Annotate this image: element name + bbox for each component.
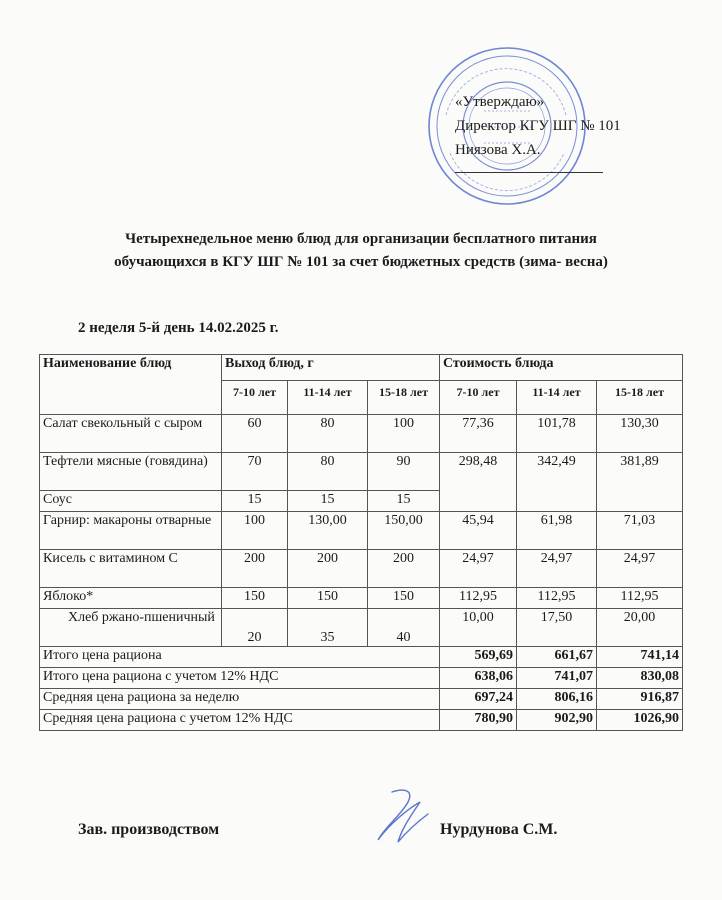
cost-cell: 24,97 — [597, 550, 683, 588]
age-yield-15-18: 15-18 лет — [368, 381, 440, 415]
total-value: 741,07 — [517, 668, 597, 689]
yield-cell: 150 — [222, 588, 288, 609]
total-value: 806,16 — [517, 689, 597, 710]
yield-cell: 200 — [222, 550, 288, 588]
cost-cell: 61,98 — [517, 512, 597, 550]
yield-cell: 15 — [222, 491, 288, 512]
yield-cell: 150 — [368, 588, 440, 609]
total-row — [40, 710, 683, 731]
total-row — [40, 689, 683, 710]
approval-block — [455, 90, 621, 162]
cost-cell: 77,36 — [440, 415, 517, 453]
cost-cell: 71,03 — [597, 512, 683, 550]
title-line-2: обучающихся в КГУ ШГ № 101 за счет бюджетных средств (зима- весна) — [114, 254, 608, 270]
dish-name: Яблоко* — [40, 588, 222, 609]
total-label: Итого цена рациона с учетом 12% НДС — [40, 668, 440, 689]
total-value: 916,87 — [597, 689, 683, 710]
yield-cell: 15 — [368, 491, 440, 512]
total-row — [40, 668, 683, 689]
header-yield: Выход блюд, г — [222, 355, 440, 381]
total-label: Итого цена рациона — [40, 647, 440, 668]
total-row — [40, 647, 683, 668]
cost-cell: 298,48 — [440, 453, 517, 512]
total-value: 830,08 — [597, 668, 683, 689]
document-title — [0, 228, 722, 274]
header-cost: Стоимость блюда — [440, 355, 683, 381]
table-row — [40, 588, 683, 609]
cost-cell: 112,95 — [517, 588, 597, 609]
yield-cell: 100 — [222, 512, 288, 550]
age-yield-11-14: 11-14 лет — [288, 381, 368, 415]
table-row — [40, 415, 683, 453]
handwritten-signature — [362, 784, 442, 848]
yield-cell: 35 — [288, 609, 368, 647]
yield-cell: 90 — [368, 453, 440, 491]
dish-name: Хлеб ржано-пшеничный — [40, 609, 222, 647]
footer-name: Нурдунова С.М. — [440, 821, 558, 838]
dish-name: Тефтели мясные (говядина) — [40, 453, 222, 491]
yield-cell: 150,00 — [368, 512, 440, 550]
cost-cell: 17,50 — [517, 609, 597, 647]
cost-cell: 101,78 — [517, 415, 597, 453]
cost-cell: 342,49 — [517, 453, 597, 512]
dish-name: Салат свекольный с сыром — [40, 415, 222, 453]
cost-cell: 20,00 — [597, 609, 683, 647]
menu-day: 2 неделя 5-й день 14.02.2025 г. — [78, 320, 279, 336]
total-value: 661,67 — [517, 647, 597, 668]
dish-name: Соус — [40, 491, 222, 512]
yield-cell: 70 — [222, 453, 288, 491]
yield-cell: 130,00 — [288, 512, 368, 550]
header-dish-name: Наименование блюд — [40, 355, 222, 415]
total-label: Средняя цена рациона с учетом 12% НДС — [40, 710, 440, 731]
cost-cell: 130,30 — [597, 415, 683, 453]
age-cost-11-14: 11-14 лет — [517, 381, 597, 415]
approval-signature-line — [455, 172, 603, 173]
cost-cell: 381,89 — [597, 453, 683, 512]
table-row — [40, 512, 683, 550]
cost-cell: 45,94 — [440, 512, 517, 550]
yield-cell: 80 — [288, 453, 368, 491]
approval-name: Ниязова Х.А. — [455, 142, 541, 158]
total-value: 1026,90 — [597, 710, 683, 731]
cost-cell: 24,97 — [517, 550, 597, 588]
table-row — [40, 550, 683, 588]
cost-cell: 10,00 — [440, 609, 517, 647]
footer-position: Зав. производством — [78, 821, 220, 838]
cost-cell: 112,95 — [440, 588, 517, 609]
cost-cell: 112,95 — [597, 588, 683, 609]
table-row — [40, 453, 683, 491]
age-cost-7-10: 7-10 лет — [440, 381, 517, 415]
yield-cell: 200 — [288, 550, 368, 588]
cost-cell: 24,97 — [440, 550, 517, 588]
yield-cell: 200 — [368, 550, 440, 588]
dish-name: Кисель с витамином С — [40, 550, 222, 588]
title-line-1: Четырехнедельное меню блюд для организации бесплатного питания — [125, 231, 597, 247]
age-cost-15-18: 15-18 лет — [597, 381, 683, 415]
total-value: 638,06 — [440, 668, 517, 689]
total-value: 780,90 — [440, 710, 517, 731]
yield-cell: 20 — [222, 609, 288, 647]
dish-name: Гарнир: макароны отварные — [40, 512, 222, 550]
yield-cell: 150 — [288, 588, 368, 609]
yield-cell: 40 — [368, 609, 440, 647]
approval-label: «Утверждаю» — [455, 94, 545, 110]
total-value: 902,90 — [517, 710, 597, 731]
total-label: Средняя цена рациона за неделю — [40, 689, 440, 710]
age-yield-7-10: 7-10 лет — [222, 381, 288, 415]
yield-cell: 80 — [288, 415, 368, 453]
yield-cell: 60 — [222, 415, 288, 453]
approval-position: Директор КГУ ШГ № 101 — [455, 118, 621, 134]
table-row — [40, 609, 683, 647]
table-header-row — [40, 355, 683, 381]
total-value: 741,14 — [597, 647, 683, 668]
total-value: 569,69 — [440, 647, 517, 668]
yield-cell: 100 — [368, 415, 440, 453]
yield-cell: 15 — [288, 491, 368, 512]
total-value: 697,24 — [440, 689, 517, 710]
menu-table — [39, 354, 683, 731]
